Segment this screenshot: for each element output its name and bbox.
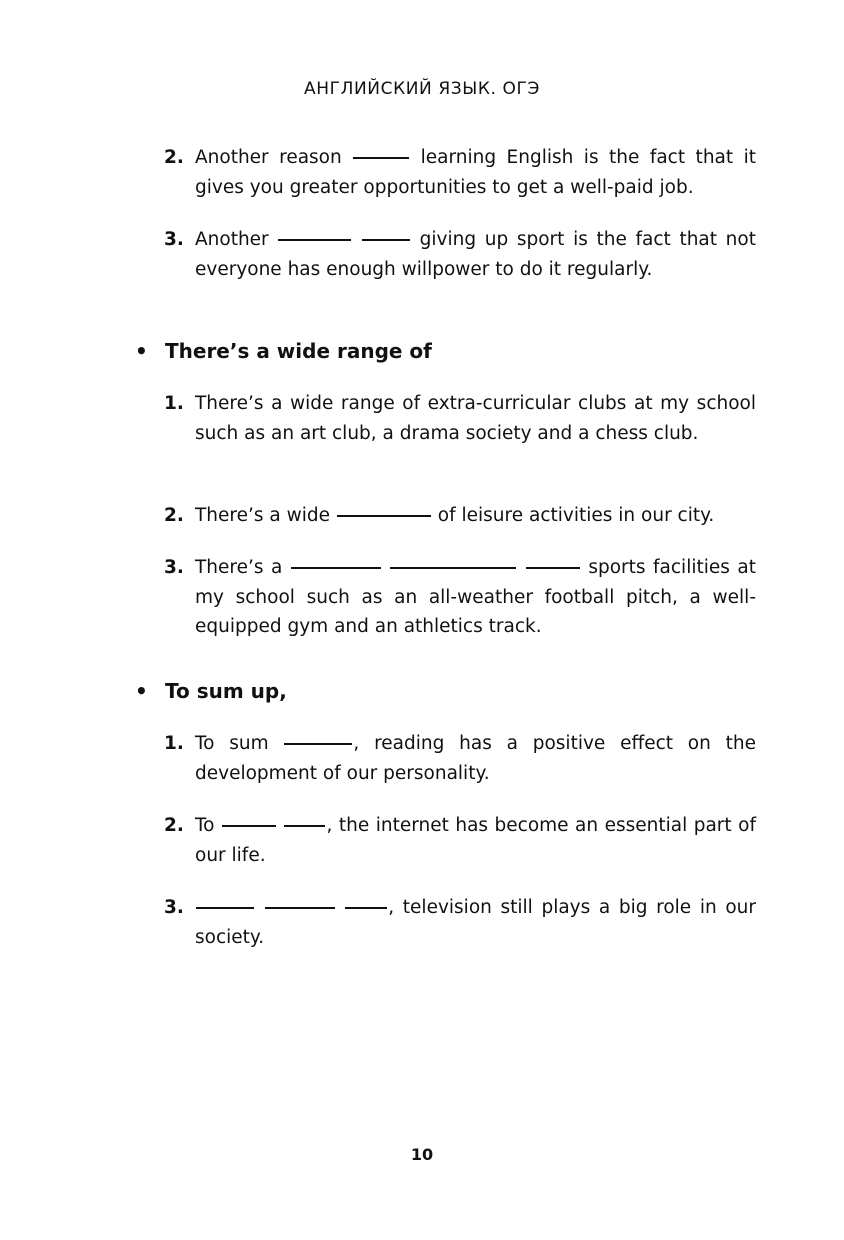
- item-text: Another giving up sport is the fact that not everyone has enough willpower to do it regularly.: [195, 229, 756, 280]
- answer-blank[interactable]: [353, 157, 409, 159]
- section-heading: [135, 336, 432, 366]
- item-text: There’s a sports facilities at my school such as an all-weather football pitch, a well-equipped gym and an athletics track.: [195, 557, 756, 637]
- exercise-item: [164, 729, 756, 788]
- answer-blank[interactable]: [337, 515, 431, 517]
- answer-blank[interactable]: [278, 239, 351, 241]
- exercise-item: [164, 225, 756, 284]
- page-number: 10: [410, 1145, 434, 1164]
- item-number: 3.: [164, 229, 184, 250]
- item-text: To , the internet has become an essential part of our life.: [195, 815, 756, 866]
- item-number: 2.: [164, 505, 184, 526]
- answer-blank[interactable]: [390, 567, 516, 569]
- exercise-item: [164, 501, 756, 531]
- exercise-item: [164, 553, 756, 642]
- answer-blank[interactable]: [345, 907, 387, 909]
- item-text: Another reason learning English is the fact that it gives you greater opportunities to get a well-paid job.: [195, 147, 756, 198]
- item-number: 2.: [164, 815, 184, 836]
- answer-blank[interactable]: [284, 825, 325, 827]
- bullet: •: [135, 679, 148, 703]
- answer-blank[interactable]: [291, 567, 381, 569]
- exercise-item: [164, 389, 756, 448]
- bullet: •: [135, 339, 148, 363]
- answer-blank[interactable]: [222, 825, 276, 827]
- item-text: To sum , reading has a positive effect on the development of our personality.: [195, 733, 756, 784]
- item-number: 1.: [164, 393, 184, 414]
- exercise-item: [164, 143, 756, 202]
- item-number: 3.: [164, 557, 184, 578]
- answer-blank[interactable]: [362, 239, 410, 241]
- running-header: АНГЛИЙСКИЙ ЯЗЫК. ОГЭ: [304, 79, 540, 99]
- section-heading: [135, 676, 287, 706]
- item-text: There’s a wide of leisure activities in our city.: [195, 505, 715, 526]
- item-text: , television still plays a big role in our society.: [195, 897, 756, 948]
- item-number: 2.: [164, 147, 184, 168]
- answer-blank[interactable]: [284, 743, 352, 745]
- answer-blank[interactable]: [265, 907, 335, 909]
- answer-blank[interactable]: [196, 907, 254, 909]
- item-number: 1.: [164, 733, 184, 754]
- item-text: There’s a wide range of extra-curricular clubs at my school such as an art club, a drama society and a chess club.: [195, 393, 756, 444]
- exercise-item: [164, 893, 756, 952]
- heading-text: There’s a wide range of: [165, 339, 432, 363]
- exercise-item: [164, 811, 756, 870]
- answer-blank[interactable]: [526, 567, 580, 569]
- heading-text: To sum up,: [165, 679, 287, 703]
- item-number: 3.: [164, 897, 184, 918]
